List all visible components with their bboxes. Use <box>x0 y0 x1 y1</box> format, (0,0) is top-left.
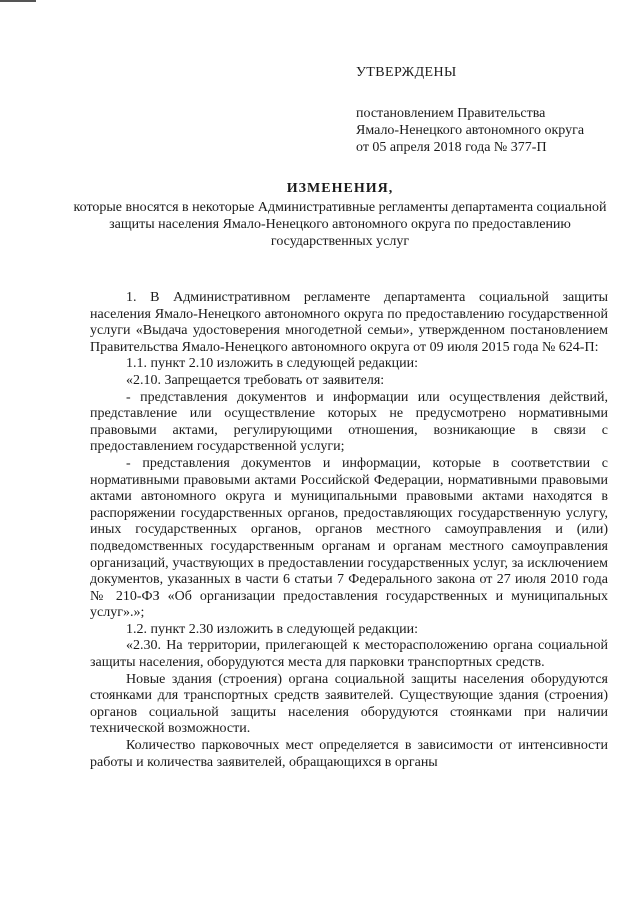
paragraph: 1. В Административном регламенте департамента социальной защиты населения Ямало-Ненецкого автономного округа по предоставлению государственной услуги «Выдача удостоверения многодетной семьи», утвержденном постановлением Правительства Ямало-Ненецкого автономного округа от 09 июля 2015 года № 624-П: <box>90 290 608 355</box>
paragraph: Новые здания (строения) органа социальной защиты населения оборудуются стоянками для транспортных средств заявителей. Существующие здания (строения) органов социальной защиты населения оборудуются стоянками при наличии технической возможности. <box>90 671 608 737</box>
approval-line-2: Ямало-Ненецкого автономного округа <box>356 123 585 138</box>
paragraph: 1.2. пункт 2.30 изложить в следующей редакции: <box>126 621 418 637</box>
document-heading <box>60 180 620 250</box>
scan-corner-mark <box>0 0 36 2</box>
paragraph: - представления документов и информации или осуществления действий, представление или осуществление которых не предусмотрено нормативными правовыми актами, регулирующими отношения, возникающие в связи с предоставлением государственной услуги; <box>90 389 608 455</box>
document-subtitle: которые вносятся в некоторые Административные регламенты департамента социальной защиты населения Ямало-Ненецкого автономного округа по предоставлению государственных услуг <box>73 200 607 249</box>
approval-line-1: постановлением Правительства <box>356 106 546 121</box>
approved-label: УТВЕРЖДЕНЫ <box>356 65 457 80</box>
paragraph: Количество парковочных мест определяется в зависимости от интенсивности работы и количества заявителей, обращающихся в органы <box>90 738 608 770</box>
paragraph: 1.1. пункт 2.10 изложить в следующей редакции: <box>126 356 418 372</box>
approval-line-3: от 05 апреля 2018 года № 377-П <box>356 140 547 155</box>
document-body <box>90 290 608 771</box>
paragraph: - представления документов и информации, которые в соответствии с нормативными правовыми актами Российской Федерации, нормативными правовыми актами автономного округа и муниципальными правовыми актами находятся в распоряжении государственных органов, предоставляющих государственную услугу, иных государственных органов, органов местного самоуправления и (или) подведомственных государственным органам и органам местного самоуправления организаций, участвующих в предоставлении государственных услуг, за исключением документов, указанных в части 6 статьи 7 Федерального закона от 27 июля 2010 года № 210-ФЗ «Об организации предоставления государственных и муниципальных услуг».»; <box>90 455 608 621</box>
paragraph: «2.10. Запрещается требовать от заявителя: <box>126 372 385 388</box>
document-title: ИЗМЕНЕНИЯ, <box>286 181 394 196</box>
approval-block <box>356 64 626 156</box>
paragraph: «2.30. На территории, прилегающей к месторасположению органа социальной защиты населения, оборудуются места для парковки транспортных средств. <box>90 638 608 671</box>
